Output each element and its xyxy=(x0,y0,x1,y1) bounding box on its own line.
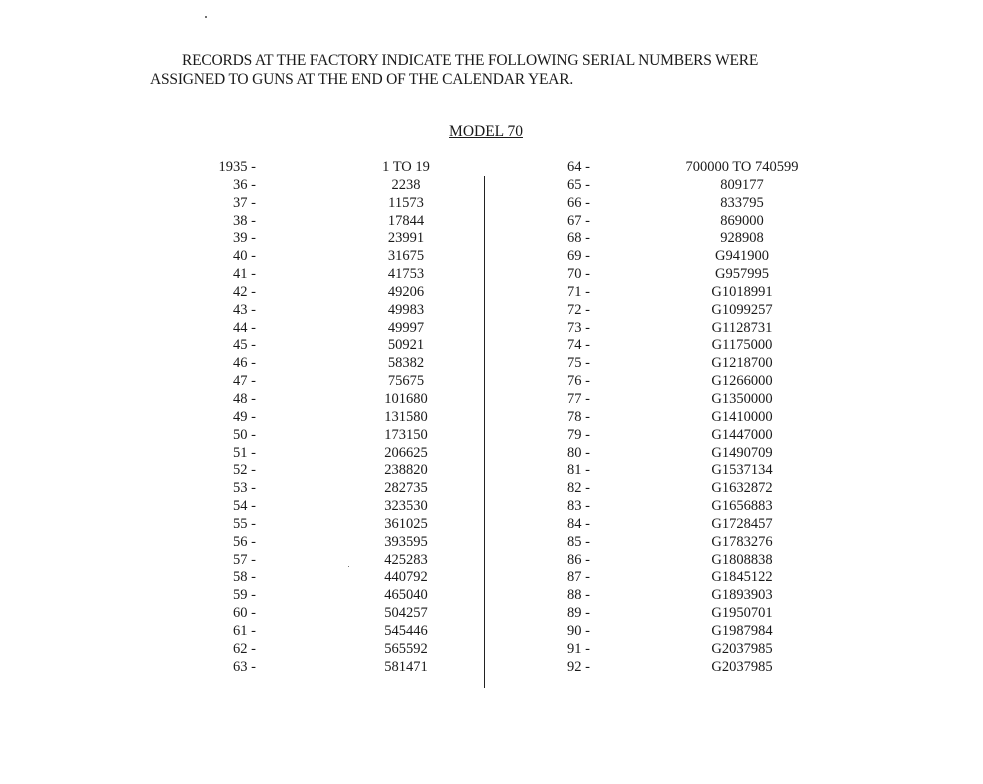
year-cell: 76 - xyxy=(567,373,590,390)
serial-number-cell: G1410000 xyxy=(711,408,773,425)
year-cell: 89 - xyxy=(567,605,590,622)
serial-number-cell: G1845122 xyxy=(711,569,773,586)
document-heading xyxy=(150,51,830,89)
serial-number-cell: G1537134 xyxy=(711,462,773,479)
serial-number-cell: 465040 xyxy=(384,587,428,604)
year-cell: 1935 - xyxy=(218,159,256,175)
year-cell: 43 - xyxy=(233,301,256,318)
serial-number-cell: G1656883 xyxy=(711,498,773,515)
serial-number-cell: G1350000 xyxy=(711,390,773,407)
year-cell: 56 - xyxy=(233,533,256,550)
serial-number-cell: G1950701 xyxy=(711,605,773,622)
left-serial-column xyxy=(336,159,476,676)
year-cell: 40 - xyxy=(233,248,256,265)
scan-speck xyxy=(348,566,349,567)
serial-number-cell: G1490709 xyxy=(711,444,773,461)
serial-number-cell: 50921 xyxy=(387,337,425,354)
year-cell: 74 - xyxy=(567,337,590,354)
year-cell: 87 - xyxy=(567,569,590,586)
serial-number-cell: 173150 xyxy=(384,426,428,443)
year-cell: 61 - xyxy=(233,622,256,639)
serial-number-cell: 41753 xyxy=(387,266,425,283)
serial-number-cell: G2037985 xyxy=(711,658,773,675)
year-cell: 42 - xyxy=(233,283,256,300)
year-cell: 75 - xyxy=(567,355,590,372)
serial-number-cell: 31675 xyxy=(387,248,425,265)
year-cell: 67 - xyxy=(567,212,590,229)
serial-number-cell: 393595 xyxy=(384,533,428,550)
serial-number-cell: G1632872 xyxy=(711,480,773,497)
year-cell: 55 - xyxy=(233,515,256,532)
serial-number-cell: 131580 xyxy=(384,408,428,425)
right-year-column xyxy=(530,159,590,676)
scan-speck xyxy=(205,16,207,18)
year-cell: 68 - xyxy=(567,230,590,247)
year-cell: 58 - xyxy=(233,569,256,586)
serial-number-cell: 869000 xyxy=(720,212,764,229)
serial-number-cell: 440792 xyxy=(384,569,428,586)
year-cell: 49 - xyxy=(233,408,256,425)
serial-number-cell: 1 TO 19 xyxy=(382,159,430,175)
year-cell: 45 - xyxy=(233,337,256,354)
year-cell: 59 - xyxy=(233,587,256,604)
year-cell: 37 - xyxy=(233,194,256,211)
year-cell: 79 - xyxy=(567,426,590,443)
serial-number-cell: 425283 xyxy=(384,551,428,568)
year-cell: 86 - xyxy=(567,551,590,568)
serial-number-cell: 49983 xyxy=(387,301,425,318)
year-cell: 60 - xyxy=(233,605,256,622)
year-cell: 73 - xyxy=(567,319,590,336)
year-cell: 53 - xyxy=(233,480,256,497)
serial-number-cell: 23991 xyxy=(387,230,425,247)
year-cell: 72 - xyxy=(567,301,590,318)
year-cell: 85 - xyxy=(567,533,590,550)
serial-number-cell: G1128731 xyxy=(711,319,773,336)
serial-number-cell: 565592 xyxy=(384,640,428,657)
serial-number-cell: G1893903 xyxy=(711,587,773,604)
year-cell: 44 - xyxy=(233,319,256,336)
right-serial-column xyxy=(652,159,832,676)
serial-number-cell: 49206 xyxy=(387,283,425,300)
serial-number-cell: G1447000 xyxy=(711,426,773,443)
year-cell: 90 - xyxy=(567,622,590,639)
year-cell: 57 - xyxy=(233,551,256,568)
year-cell: 48 - xyxy=(233,390,256,407)
year-cell: 71 - xyxy=(567,283,590,300)
year-cell: 88 - xyxy=(567,587,590,604)
serial-number-cell: 49997 xyxy=(387,319,425,336)
year-cell: 51 - xyxy=(233,444,256,461)
year-cell: 92 - xyxy=(567,658,590,675)
year-cell: 70 - xyxy=(567,266,590,283)
year-cell: 77 - xyxy=(567,390,590,407)
serial-number-cell: G957995 xyxy=(715,266,769,283)
serial-number-cell: G1728457 xyxy=(711,515,773,532)
year-cell: 69 - xyxy=(567,248,590,265)
year-cell: 83 - xyxy=(567,498,590,515)
serial-number-cell: G1018991 xyxy=(711,283,773,300)
serial-number-cell: G1808838 xyxy=(711,551,773,568)
year-cell: 66 - xyxy=(567,194,590,211)
model-title: MODEL 70 xyxy=(449,123,523,140)
serial-number-cell: G1099257 xyxy=(711,301,773,318)
serial-number-cell: 361025 xyxy=(384,515,428,532)
serial-number-cell: G1266000 xyxy=(711,373,773,390)
serial-number-cell: 323530 xyxy=(384,498,428,515)
serial-number-cell: G1987984 xyxy=(711,622,773,639)
serial-number-cell: 2238 xyxy=(391,176,421,193)
year-cell: 63 - xyxy=(233,658,256,675)
year-cell: 62 - xyxy=(233,640,256,657)
year-cell: 64 - xyxy=(567,159,590,175)
serial-number-cell: 11573 xyxy=(388,194,424,211)
serial-number-cell: 101680 xyxy=(384,390,428,407)
year-cell: 78 - xyxy=(567,408,590,425)
serial-number-cell: G1175000 xyxy=(711,337,773,354)
serial-number-cell: G1218700 xyxy=(711,355,773,372)
year-cell: 91 - xyxy=(567,640,590,657)
year-cell: 80 - xyxy=(567,444,590,461)
heading-line-2: ASSIGNED TO GUNS AT THE END OF THE CALENDAR YEAR. xyxy=(150,71,574,88)
year-cell: 65 - xyxy=(567,176,590,193)
serial-number-cell: 238820 xyxy=(384,462,428,479)
serial-number-cell: 282735 xyxy=(384,480,428,497)
serial-number-cell: 700000 TO 740599 xyxy=(685,159,799,175)
serial-number-cell: 833795 xyxy=(720,194,764,211)
serial-number-cell: 206625 xyxy=(384,444,428,461)
serial-number-cell: 928908 xyxy=(720,230,764,247)
year-cell: 81 - xyxy=(567,462,590,479)
heading-line-1: RECORDS AT THE FACTORY INDICATE THE FOLLOWING SERIAL NUMBERS WERE xyxy=(182,52,759,69)
year-cell: 36 - xyxy=(233,176,256,193)
serial-number-cell: 545446 xyxy=(384,622,428,639)
serial-number-cell: G941900 xyxy=(715,248,769,265)
left-year-column xyxy=(196,159,256,676)
year-cell: 84 - xyxy=(567,515,590,532)
year-cell: 38 - xyxy=(233,212,256,229)
year-cell: 82 - xyxy=(567,480,590,497)
serial-number-cell: 809177 xyxy=(720,176,764,193)
serial-number-cell: 58382 xyxy=(387,355,425,372)
year-cell: 47 - xyxy=(233,373,256,390)
year-cell: 39 - xyxy=(233,230,256,247)
year-cell: 52 - xyxy=(233,462,256,479)
serial-number-cell: 504257 xyxy=(384,605,428,622)
serial-number-cell: 581471 xyxy=(384,658,428,675)
serial-number-cell: G1783276 xyxy=(711,533,773,550)
column-divider xyxy=(484,176,485,688)
serial-number-cell: G2037985 xyxy=(711,640,773,657)
year-cell: 54 - xyxy=(233,498,256,515)
year-cell: 50 - xyxy=(233,426,256,443)
serial-number-cell: 17844 xyxy=(387,212,425,229)
serial-number-cell: 75675 xyxy=(387,373,425,390)
year-cell: 46 - xyxy=(233,355,256,372)
year-cell: 41 - xyxy=(233,266,256,283)
